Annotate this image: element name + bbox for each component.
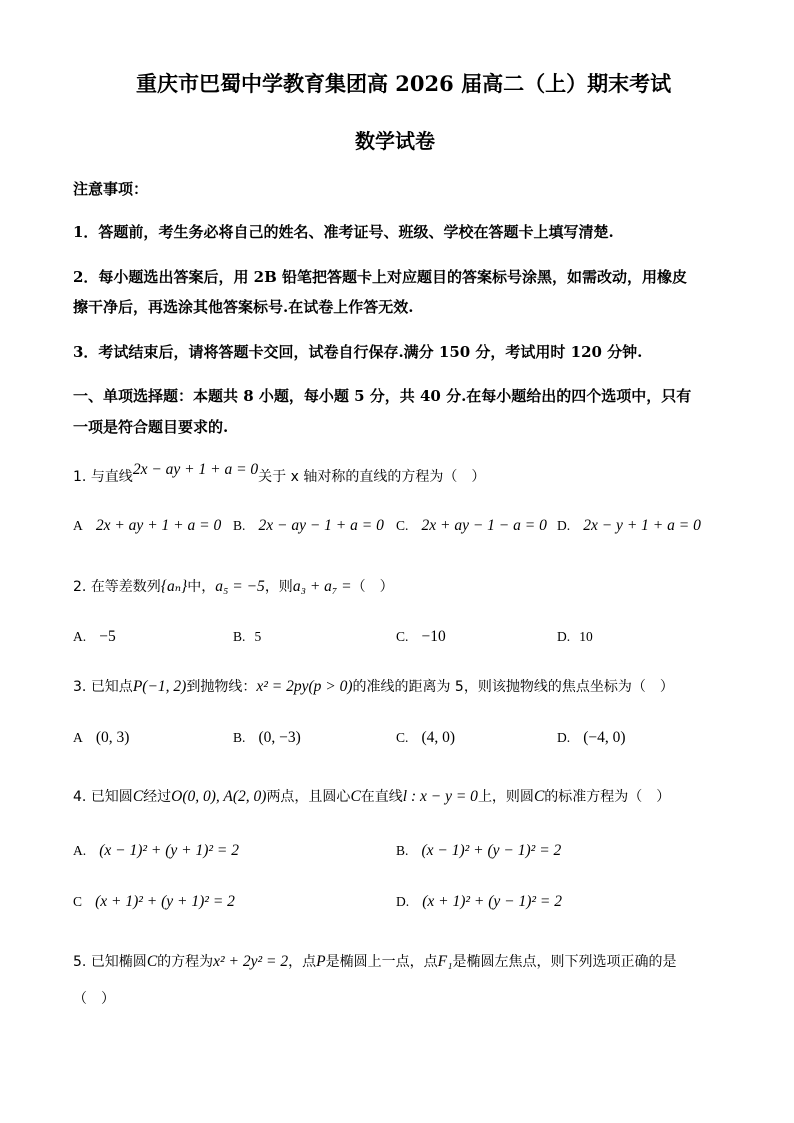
option-letter: D. [557,730,571,745]
option-value: (x + 1)² + (y + 1)² = 2 [95,893,235,910]
option-3b[interactable] [233,727,301,747]
option-letter: B. [396,843,409,858]
option-letter: A. [73,843,87,858]
option-4d[interactable] [396,891,562,911]
math-expression: {aₙ} [160,578,188,595]
question-text: 是椭圆上一点，点 [325,954,438,970]
option-letter: B. [233,518,246,533]
option-1a[interactable] [73,515,221,535]
option-value: (x − 1)² + (y + 1)² = 2 [99,842,240,859]
question-text: 的方程为 [157,954,214,970]
question-text: 与直线 [90,469,133,485]
question-2 [73,576,394,596]
question-number: 3. [73,679,87,695]
question-text: 上，则圆 [477,789,534,805]
math-expression: F₁ [437,953,453,970]
option-value: (4, 0) [421,729,456,746]
option-value: 2x + ay + 1 + a = 0 [95,517,222,534]
option-value: 5 [254,629,262,644]
note-item-continued: 擦干净后，再选涂其他答案标号.在试卷上作答无效. [73,298,414,316]
option-letter: A [73,518,83,533]
option-value: (−4, 0) [583,729,626,746]
option-2c[interactable] [396,626,446,646]
option-letter: B. [233,629,246,644]
option-letter: D. [557,629,571,644]
option-value: 2x − y + 1 + a = 0 [583,517,701,534]
option-value: (x − 1)² + (y − 1)² = 2 [421,842,562,859]
question-number: 2. [73,579,87,595]
exam-title: 重庆市巴蜀中学教育集团高 2026 届高二（上）期末考试 [136,71,672,96]
option-1b[interactable] [233,515,384,535]
option-3c[interactable] [396,727,455,747]
option-2b[interactable] [233,626,261,645]
question-4 [73,786,670,806]
question-text: 已知圆 [90,789,133,805]
option-value: (x + 1)² + (y − 1)² = 2 [422,893,563,910]
question-text: ，则 [264,579,293,595]
option-letter: A [73,730,83,745]
option-1d[interactable] [557,515,701,535]
question-text: 经过 [143,789,172,805]
option-1c[interactable] [396,515,547,535]
math-expression: P(−1, 2) [132,678,187,695]
math-expression: O(0, 0), A(2, 0) [171,788,267,805]
question-5 [73,951,676,971]
option-3a[interactable] [73,727,129,747]
question-text: 的标准方程为（ ） [544,789,671,805]
notes-heading: 注意事项： [73,180,149,198]
option-2d[interactable] [557,626,593,645]
answer-bracket: （ ） [73,991,115,1007]
math-expression: C [533,788,545,805]
math-expression: C [146,953,158,970]
question-text: 已知椭圆 [90,954,147,970]
question-text: 到抛物线： [186,679,257,695]
question-number: 1. [73,469,87,485]
question-3 [73,676,674,696]
math-expression: P [316,953,326,970]
option-letter: D. [557,518,571,533]
question-text: 是椭圆左焦点，则下列选项正确的是 [452,954,677,970]
option-letter: C. [396,518,409,533]
math-expression: a₃ + a₇ = [292,578,352,595]
question-number: 4. [73,789,87,805]
question-text: ，点 [288,954,317,970]
option-value: (0, −3) [258,729,301,746]
math-expression: x² + 2y² = 2 [213,953,289,970]
math-expression: x² = 2py(p > 0) [256,678,353,695]
option-letter: D. [396,894,410,909]
section-heading-continued: 一项是符合题目要求的. [73,418,229,436]
question-text: （ ） [351,579,394,595]
option-value: 2x + ay − 1 − a = 0 [421,517,547,534]
option-value: −10 [421,628,446,645]
question-text: 关于 x 轴对称的直线的方程为（ ） [258,469,486,485]
option-letter: C [73,894,83,909]
math-expression: C [350,788,361,805]
question-1 [73,461,486,486]
option-letter: A. [73,629,87,644]
option-value: 2x − ay − 1 + a = 0 [258,517,384,534]
section-heading: 一、单项选择题：本题共 8 小题，每小题 5 分，共 40 分.在每小题给出的四个选项中，只有 [73,387,692,405]
option-letter: B. [233,730,246,745]
exam-subtitle: 数学试卷 [355,129,435,153]
question-text: 两点，且圆心 [266,789,351,805]
option-3d[interactable] [557,727,626,747]
option-value: −5 [99,628,116,645]
note-item: 3．考试结束后，请将答题卡交回，试卷自行保存.满分 150 分，考试用时 120 分钟. [73,343,643,361]
option-4b[interactable] [396,840,561,860]
option-value: 10 [579,629,593,644]
question-number: 5. [73,954,87,970]
question-text: 在等差数列 [90,579,161,595]
option-4a[interactable] [73,840,239,860]
question-text: 的准线的距离为 5，则该抛物线的焦点坐标为（ ） [352,679,674,695]
option-letter: C. [396,629,409,644]
option-2a[interactable] [73,626,116,646]
note-item: 2．每小题选出答案后，用 2B 铅笔把答题卡上对应题目的答案标号涂黑，如需改动，用橡皮 [73,268,688,286]
math-expression: C [132,788,144,805]
question-text: 在直线 [360,789,403,805]
question-text: 中， [187,579,216,595]
math-expression: a₅ = −5 [215,578,265,595]
note-item: 1．答题前，考生务必将自己的姓名、准考证号、班级、学校在答题卡上填写清楚. [73,223,614,241]
math-expression: l : x − y = 0 [402,788,478,805]
option-4c[interactable] [73,891,235,911]
question-text: 已知点 [90,679,133,695]
option-value: (0, 3) [95,729,130,746]
option-letter: C. [396,730,409,745]
math-expression: 2x − ay + 1 + a = 0 [132,461,259,478]
